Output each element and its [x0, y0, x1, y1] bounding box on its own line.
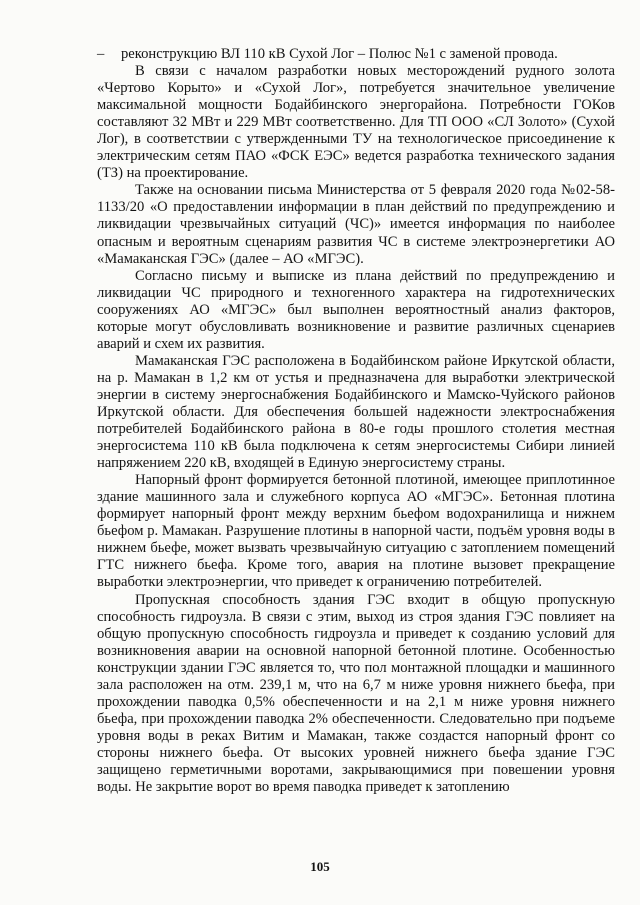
bullet-item [97, 46, 615, 63]
paragraph-2: Также на основании письма Министерства от 5 февраля 2020 года №02-58-1133/20 «О предоставлении информации в план действий по предупреждению и ликвидации чрезвычайных ситуаций (ЧС)» имеется информация по наиболее опасным и вероятным сценариям развития ЧС в системе электроэнергетики АО «Мамаканская ГЭС» (далее – АО «МГЭС). [97, 182, 615, 267]
bullet-text: реконструкцию ВЛ 110 кВ Сухой Лог – Полюс №1 с заменой провода. [121, 46, 558, 62]
bullet-marker: – [97, 46, 105, 62]
paragraph-6: Пропускная способность здания ГЭС входит в общую пропускную способность гидроузла. В связи с этим, выход из строя здания ГЭС повлияет на общую пропускную способность гидроузла и приведет к созданию условий для возникновения аварии на основной напорной бетонной плотине. Особенностью конструкции здании ГЭС является то, что пол монтажной площадки и машинного зала расположен на отм. 239,1 м, что на 6,7 м ниже уровня нижнего бьефа, при прохождении паводка 0,5% обеспеченности и на 2,1 м ниже уровня нижнего бьефа, при прохождении паводка 2% обеспеченности. Следовательно при подъеме уровня воды в реках Витим и Мамакан, также создастся напорный фронт со стороны нижнего бьефа. От высоких уровней нижнего бьефа здание ГЭС защищено герметичными воротами, закрывающимися при повешении уровня воды. Не закрытие ворот во время паводка приведет к затоплению [97, 591, 615, 796]
paragraph-3: Согласно письму и выписке из плана действий по предупреждению и ликвидации ЧС природного и техногенного характера на гидротехнических сооружениях АО «МГЭС» был выполнен вероятностный анализ факторов, которые могут обусловливать возникновение и развитие различных сценариев аварий и схем их развития. [97, 267, 615, 352]
paragraph-1: В связи с началом разработки новых месторождений рудного золота «Чертово Корыто» и «Сухой Лог», потребуется значительное увеличение максимальной мощности Бодайбинского энергорайона. Потребности ГОКов составляют 32 МВт и 229 МВт соответственно. Для ТП ООО «СЛ Золото» (Сухой Лог), в соответствии с утвержденными ТУ на технологическое присоединение к электрическим сетям ПАО «ФСК ЕЭС» ведется разработка технического задания (ТЗ) на проектирование. [97, 63, 615, 182]
page-number: 105 [310, 859, 330, 874]
paragraph-5: Напорный фронт формируется бетонной плотиной, имеющее приплотинное здание машинного зала и служебного корпуса АО «МГЭС». Бетонная плотина формирует напорный фронт между верхним бьефом водохранилища и нижнем бьефом р. Мамакан. Разрушение плотины в напорной части, подъём уровня воды в нижнем бьефе, может вызвать чрезвычайную ситуацию с затоплением помещений ГТС нижнего бьефа. Кроме того, авария на плотине вызовет прекращение выработки электроэнергии, что приведет к ограничению потребителей. [97, 472, 615, 591]
paragraph-4: Мамаканская ГЭС расположена в Бодайбинском районе Иркутской области, на р. Мамакан в 1,2 км от устья и предназначена для выработки электрической энергии в систему энергоснабжения Бодайбинского и Мамско-Чуйского районов Иркутской области. Для обеспечения большей надежности электроснабжения потребителей Бодайбинского района в 80-е годы прошлого столетия местная энергосистема 110 кВ была подключена к сетям энергосистемы Сибири линией напряжением 220 кВ, входящей в Единую энергосистему страны. [97, 352, 615, 472]
body-text [97, 46, 615, 796]
